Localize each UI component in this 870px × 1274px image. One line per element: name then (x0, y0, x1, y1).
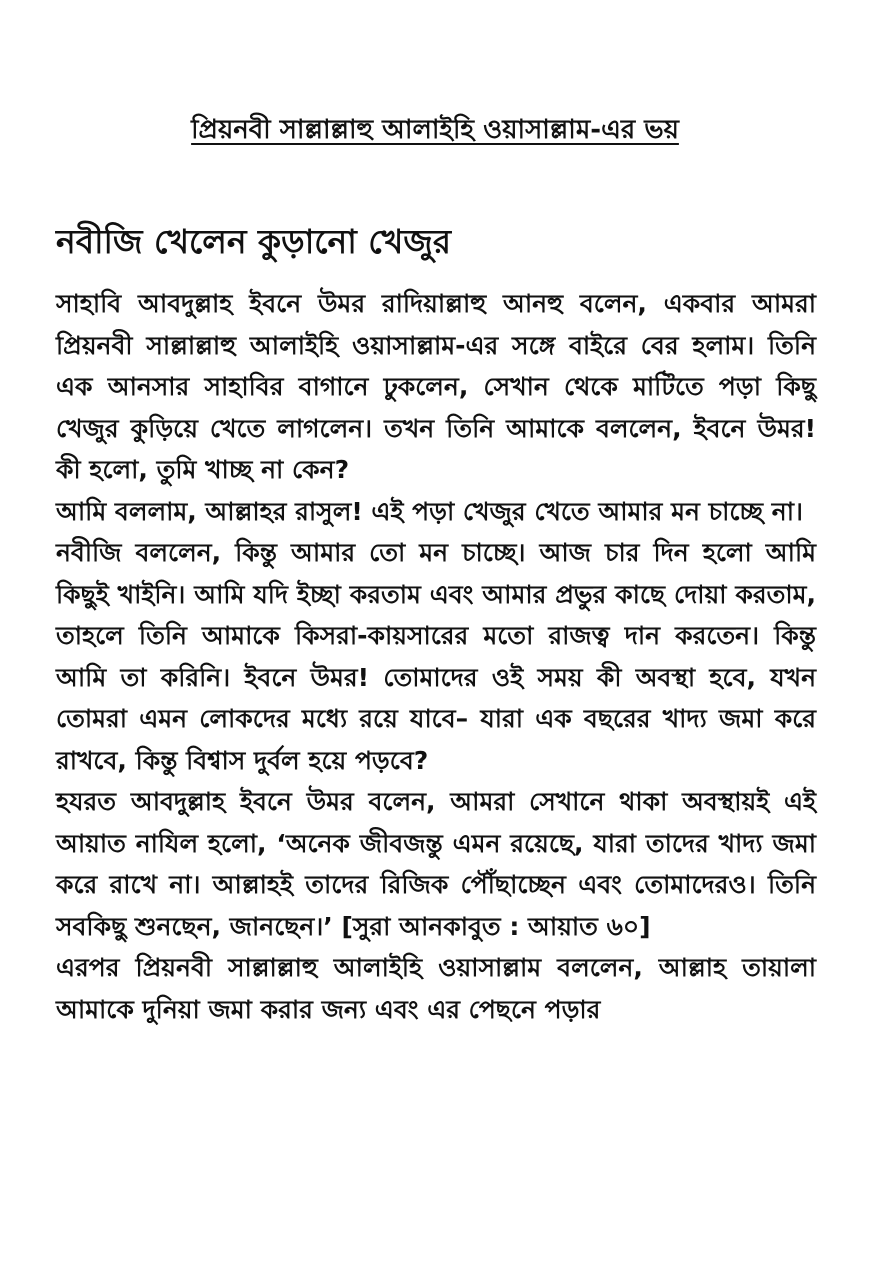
chapter-title: নবীজি খেলেন কুড়ানো খেজুর (56, 222, 452, 261)
body-text (56, 283, 816, 1030)
paragraph: সাহাবি আবদুল্লাহ ইবনে উমর রাদিয়াল্লাহু আনহু বলেন, একবার আমরা প্রিয়নবী সাল্লাল্লাহু আলাইহি ওয়াসাল্লাম-এর সঙ্গে বাইরে বের হলাম। তিনি এক আনসার সাহাবির বাগানে ঢুকলেন, সেখান থেকে মাটিতে পড়া কিছু খেজুর কুড়িয়ে খেতে লাগলেন। তখন তিনি আমাকে বললেন, ইবনে উমর! কী হলো, তুমি খাচ্ছ না কেন? (56, 289, 816, 484)
paragraph: এরপর প্রিয়নবী সাল্লাল্লাহু আলাইহি ওয়াসাল্লাম বললেন, আল্লাহ তায়ালা আমাকে দুনিয়া জমা করার জন্য এবং এর পেছনে পড়ার (56, 953, 816, 1024)
paragraph: নবীজি বললেন, কিন্তু আমার তো মন চাচ্ছে। আজ চার দিন হলো আমি কিছুই খাইনি। আমি যদি ইচ্ছা করতাম এবং আমার প্রভুর কাছে দোয়া করতাম, তাহলে তিনি আমাকে কিসরা-কায়সারের মতো রাজত্ব দান করতেন। কিন্তু আমি তা করিনি। ইবনে উমর! তোমাদের ওই সময় কী অবস্থা হবে, যখন তোমরা এমন লোকদের মধ্যে রয়ে যাবে– যারা এক বছরের খাদ্য জমা করে রাখবে, কিন্তু বিশ্বাস দুর্বল হয়ে পড়বে? (56, 538, 816, 775)
paragraph: আমি বললাম, আল্লাহর রাসুল! এই পড়া খেজুর খেতে আমার মন চাচ্ছে না। (56, 496, 803, 526)
running-head-text: প্রিয়নবী সাল্লাল্লাহু আলাইহি ওয়াসাল্লাম-এর ভয় (191, 115, 679, 145)
running-head (0, 112, 870, 148)
paragraph: হযরত আবদুল্লাহ ইবনে উমর বলেন, আমরা সেখানে থাকা অবস্থায়ই এই আয়াত নাযিল হলো, ‘অনেক জীবজন্তু এমন রয়েছে, যারা তাদের খাদ্য জমা করে রাখে না। আল্লাহই তাদের রিজিক পৌঁছাচ্ছেন এবং তোমাদেরও। তিনি সবকিছু শুনছেন, জানছেন।’ [সুরা আনকাবুত : আয়াত ৬০] (56, 787, 816, 941)
